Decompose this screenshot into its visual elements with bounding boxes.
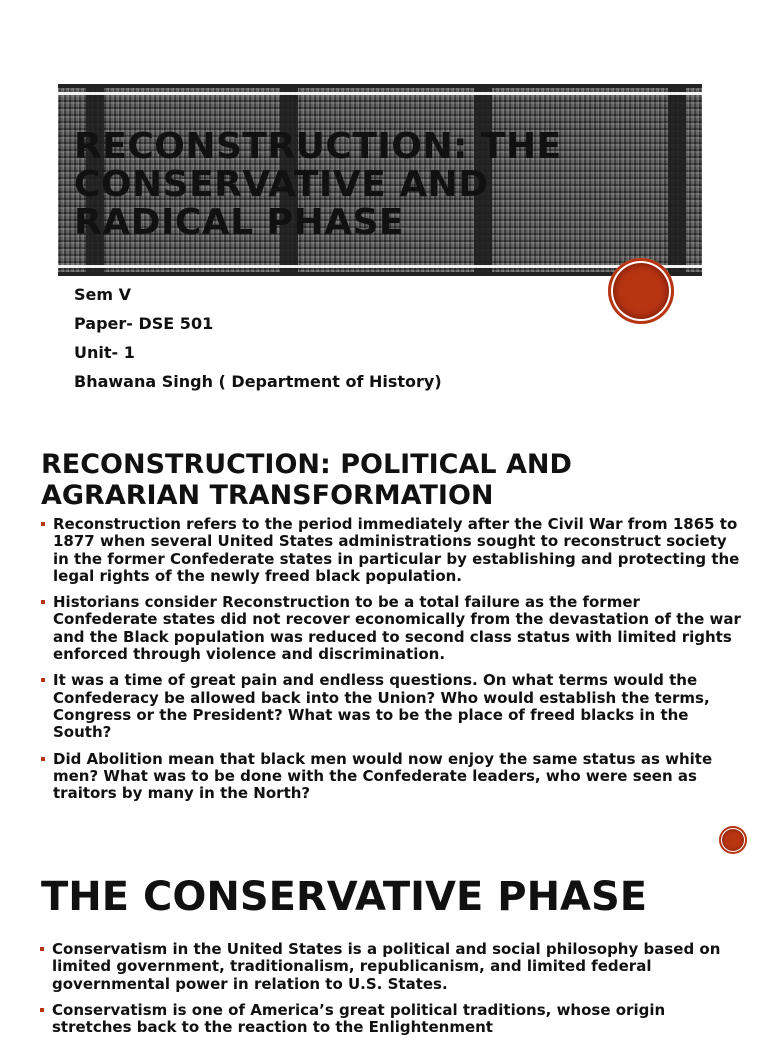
bullet-marker-icon — [40, 947, 44, 951]
bullet-list — [40, 941, 745, 1045]
banner-top-rule — [58, 92, 702, 95]
subtitle-line: Sem V — [74, 285, 131, 304]
bullet-marker-icon — [41, 522, 45, 526]
bullet-text: Did Abolition mean that black men would now enjoy the same status as white men? What was to be done with the Confederate leaders, who were seen as traitors by many in the North? — [53, 749, 713, 803]
bullet-item — [41, 672, 741, 741]
bullet-item — [41, 594, 741, 663]
slide-title: RECONSTRUCTION: THE CONSERVATIVE AND RADICAL PHASE — [74, 126, 562, 243]
subtitle-line: Bhawana Singh ( Department of History) — [74, 372, 442, 391]
decorative-circle-icon — [608, 258, 674, 324]
bullet-text: Conservatism is one of America’s great political traditions, whose origin stretches back to the reaction to the Enlightenment — [52, 1000, 666, 1037]
section-heading: THE CONSERVATIVE PHASE — [41, 874, 648, 920]
bullet-item — [40, 1002, 745, 1037]
bullet-text: Reconstruction refers to the period immediately after the Civil War from 1865 to 1877 when several United States administrations sought to reconstruct society in the former Confederate states in particular by establishing and protecting the legal rights of the newly freed black population. — [53, 515, 740, 585]
bullet-item — [41, 751, 741, 803]
bullet-marker-icon — [41, 678, 45, 682]
subtitle-list — [74, 280, 442, 396]
subtitle-line: Unit- 1 — [74, 343, 135, 362]
bullet-text: Conservatism in the United States is a political and social philosophy based on limited government, traditionalism, republicanism, and limited federal governmental power in relation to U.S. States. — [52, 940, 721, 993]
bullet-list — [41, 516, 741, 811]
subtitle-line: Paper- DSE 501 — [74, 314, 214, 333]
bullet-marker-icon — [40, 1008, 44, 1012]
decorative-circle-icon — [719, 826, 747, 854]
banner-bottom-rule — [58, 265, 702, 268]
bullet-item — [40, 941, 745, 993]
bullet-item — [41, 516, 741, 585]
bullet-marker-icon — [41, 757, 45, 761]
section-heading: RECONSTRUCTION: POLITICAL AND AGRARIAN TRANSFORMATION — [41, 449, 572, 511]
bullet-text: Historians consider Reconstruction to be a total failure as the former Confederate states did not recover economically from the devastation of the war and the Black population was reduced to second class status with limited rights enforced through violence and discrimination. — [53, 593, 741, 664]
bullet-marker-icon — [41, 600, 45, 604]
bullet-text: It was a time of great pain and endless questions. On what terms would the Confederacy be allowed back into the Union? Who would establish the terms, Congress or the President? What was to be the place of freed blacks in the South? — [53, 671, 710, 742]
